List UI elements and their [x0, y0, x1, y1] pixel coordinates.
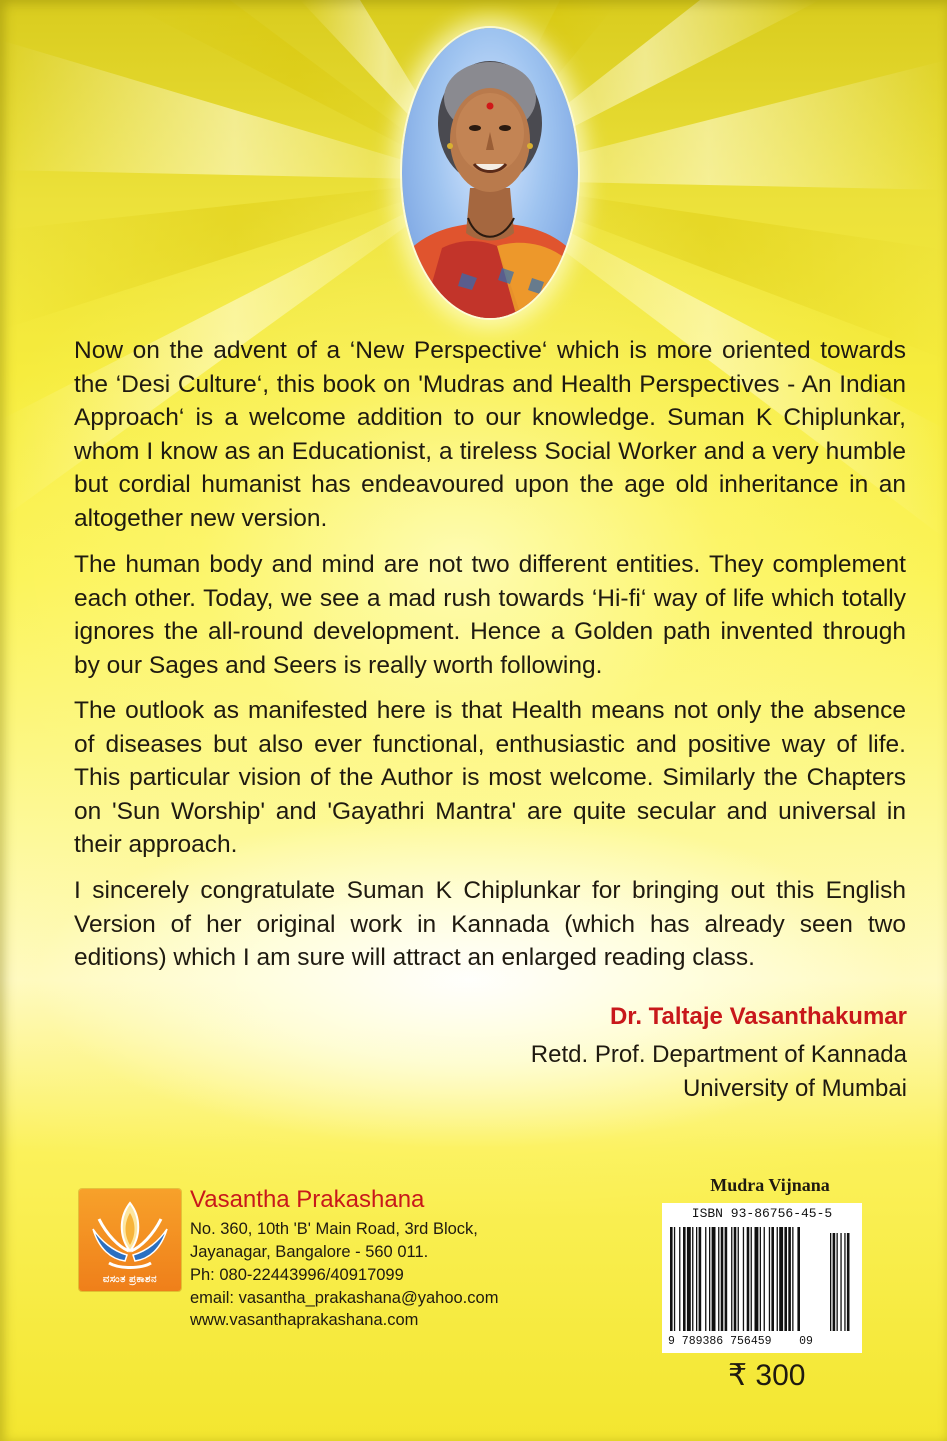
publisher-address-line2: Jayanagar, Bangalore - 560 011. — [190, 1243, 429, 1261]
barcode-bar — [696, 1227, 697, 1331]
publisher-email: email: vasantha_prakashana@yahoo.com — [190, 1289, 499, 1307]
isbn-text: ISBN 93-86756-45-5 — [691, 1206, 833, 1221]
publisher-website: www.vasanthaprakashana.com — [190, 1311, 419, 1329]
barcode-bar — [683, 1227, 686, 1331]
barcode-bar — [764, 1227, 765, 1331]
barcode-bar — [760, 1227, 761, 1331]
author-portrait-icon — [402, 28, 578, 318]
barcode-bar — [670, 1227, 673, 1331]
barcode-label — [662, 1203, 862, 1353]
paragraph-1: Now on the advent of a ‘New Perspective‘ which is more oriented towards the ‘Desi Culture‘, this book on 'Mudras and Health Perspectives - An Indian Approach‘ is a welcome addition to our knowledge. Suman K Chiplunkar, whom I know as an Educationist, a tireless Social Worker and a very humble but cordial humanist has endeavoured upon the age old inheritance in an altogether new version. — [74, 337, 906, 532]
barcode-bar — [705, 1227, 706, 1331]
barcode-bar — [718, 1227, 719, 1331]
barcode-bar — [755, 1227, 759, 1331]
barcode-bar — [792, 1227, 793, 1331]
barcode-bar — [709, 1227, 710, 1331]
publisher-logo — [79, 1189, 181, 1291]
barcode-bar — [738, 1227, 739, 1331]
addon-bar — [844, 1233, 845, 1331]
barcode-bar — [674, 1227, 675, 1331]
barcode-bar — [734, 1227, 737, 1331]
barcode-bar — [687, 1227, 691, 1331]
barcode-bar — [777, 1227, 778, 1331]
author-portrait — [402, 28, 578, 318]
publisher-phone: Ph: 080-22443996/40917099 — [190, 1266, 404, 1284]
publisher-address-line1: No. 360, 10th 'B' Main Road, 3rd Block, — [190, 1220, 478, 1238]
barcode-bar — [771, 1227, 774, 1331]
signature-position: Retd. Prof. Department of Kannada — [530, 1041, 907, 1068]
book-title: Mudra Vijnana — [710, 1175, 830, 1195]
barcode-bar — [725, 1227, 728, 1331]
addon-bar — [837, 1233, 838, 1331]
barcode-bar — [788, 1227, 791, 1331]
barcode-bar — [751, 1227, 752, 1331]
barcode-bar — [712, 1227, 716, 1331]
barcode-bar — [784, 1227, 787, 1331]
barcode-digits: 9 789386 756459 09 — [668, 1335, 813, 1348]
barcode-bar — [743, 1227, 744, 1331]
signature-institution: University of Mumbai — [682, 1075, 907, 1102]
signature-name: Dr. Taltaje Vasanthakumar — [609, 1003, 907, 1030]
barcode-icon — [670, 1227, 854, 1335]
barcode-bar — [692, 1227, 693, 1331]
addon-bar — [840, 1233, 841, 1331]
barcode-bar — [769, 1227, 770, 1331]
barcode-bar — [721, 1227, 724, 1331]
barcode-bar — [679, 1227, 680, 1331]
paragraph-3: The outlook as manifested here is that Health means not only the absence of diseases but also ever functional, enthusiastic and positive way of life. This particular vision of the Author is most welcome. Similarly the Chapters on 'Sun Worship' and 'Gayathri Mantra' are quite secular and universal in their approach. — [74, 697, 906, 858]
barcode-bar — [779, 1227, 783, 1331]
addon-bar — [847, 1233, 850, 1331]
barcode-bar — [747, 1227, 750, 1331]
price: ₹ 300 — [728, 1359, 806, 1392]
publisher-name: Vasantha Prakashana — [190, 1186, 425, 1213]
barcode-bar — [699, 1227, 702, 1331]
addon-bar — [830, 1233, 831, 1331]
barcode-bar — [797, 1227, 800, 1331]
barcode-bar — [731, 1227, 732, 1331]
paragraph-4: I sincerely congratulate Suman K Chiplunkar for bringing out this English Version of her original work in Kannada (which has already seen two editions) which I am sure will attract an enlarged reading class. — [74, 877, 906, 971]
paragraph-2: The human body and mind are not two different entities. They complement each other. Today, we see a mad rush towards ‘Hi-fi‘ way of life which totally ignores the all-round development. Hence a Golden path invented through by our Sages and Seers is really worth following. — [74, 551, 906, 679]
logo-caption: ವಸಂತ ಪ್ರಕಾಶನ — [102, 1274, 158, 1285]
addon-bar — [833, 1233, 836, 1331]
